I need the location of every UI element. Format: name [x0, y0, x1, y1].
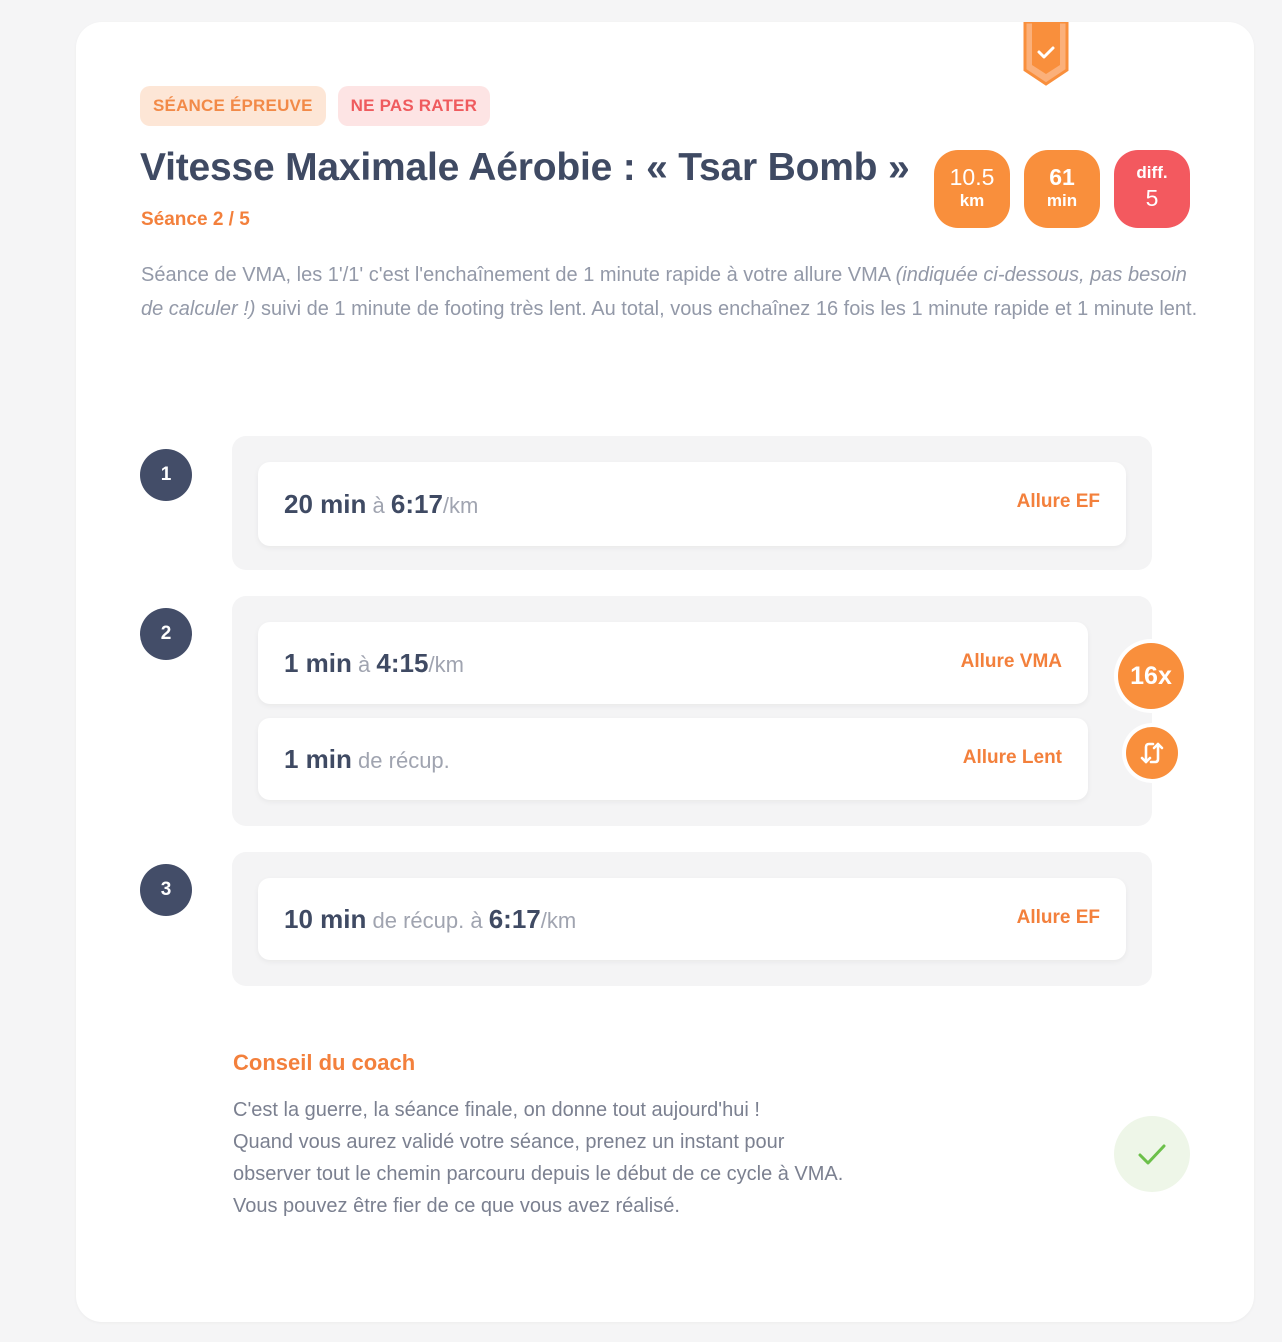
pace-label: Allure EF — [1016, 491, 1100, 512]
interval-duration: 1 min — [284, 648, 352, 678]
validate-session-button[interactable] — [1114, 1116, 1190, 1192]
check-icon — [1136, 1138, 1168, 1170]
interval-connector: de récup. à — [372, 908, 483, 933]
pace-unit: /km — [540, 908, 577, 933]
interval-pace: 6:17 — [390, 489, 443, 519]
step-block-1 — [232, 436, 1152, 570]
coach-advice-text — [233, 1094, 993, 1222]
interval-row[interactable] — [258, 622, 1088, 704]
interval-row[interactable] — [258, 878, 1126, 960]
interval-duration: 10 min — [284, 904, 367, 934]
interval-connector: à — [372, 493, 385, 518]
repeat-arrows-icon — [1126, 727, 1178, 779]
description-text-end: suivi de 1 minute de footing très lent. Au total, vous enchaînez 16 fois les 1 minute rapide et 1 minute lent. — [255, 298, 1198, 320]
difficulty-label: diff. — [1136, 163, 1168, 182]
step-number-1: 1 — [140, 449, 192, 501]
pace-label: Allure EF — [1016, 907, 1100, 928]
description-text: Séance de VMA, les 1'/1' c'est l'enchaînement de 1 minute rapide à votre allure VMA — [141, 264, 896, 286]
distance-badge — [934, 150, 1010, 228]
interval-pace: 4:15 — [376, 648, 429, 678]
duration-badge — [1024, 150, 1100, 228]
difficulty-badge — [1114, 150, 1190, 228]
tag-list — [140, 86, 490, 126]
coach-advice-title: Conseil du coach — [233, 1050, 416, 1075]
duration-value: 61 — [1049, 164, 1075, 190]
pace-unit: /km — [428, 652, 464, 677]
interval-connector: de récup. — [358, 748, 450, 773]
pace-label: Allure VMA — [960, 651, 1062, 672]
session-description — [141, 258, 1201, 326]
duration-unit: min — [1046, 191, 1078, 210]
tag-ne-pas-rater: NE PAS RATER — [338, 86, 490, 126]
session-title: Vitesse Maximale Aérobie : « Tsar Bomb » — [140, 146, 910, 189]
interval-description — [284, 462, 478, 548]
interval-description — [284, 718, 450, 802]
interval-description — [284, 878, 576, 962]
coach-line: Vous pouvez être fier de ce que vous avez réalisé. — [233, 1195, 680, 1217]
interval-row[interactable] — [258, 718, 1088, 800]
interval-pace: 6:17 — [488, 904, 541, 934]
coach-line: Quand vous aurez validé votre séance, prenez un instant pour — [233, 1131, 785, 1153]
coach-line: C'est la guerre, la séance finale, on donne tout aujourd'hui ! — [233, 1099, 760, 1121]
interval-duration: 1 min — [284, 744, 352, 774]
session-progress: Séance 2 / 5 — [141, 209, 250, 230]
step-number-3: 3 — [140, 864, 192, 916]
bookmark-check-icon[interactable] — [1023, 22, 1069, 86]
interval-connector: à — [358, 652, 371, 677]
session-stats — [934, 150, 1190, 228]
pace-label: Allure Lent — [962, 747, 1062, 768]
repeat-count-badge: 16x — [1118, 643, 1184, 709]
coach-line: observer tout le chemin parcouru depuis le début de ce cycle à VMA. — [233, 1163, 844, 1185]
tag-epreuve: SÉANCE ÉPREUVE — [140, 86, 326, 126]
description-italic: (indiquée ci-dessous, pas besoin de calculer !) — [141, 264, 1187, 320]
interval-description — [284, 622, 464, 706]
step-number-2: 2 — [140, 608, 192, 660]
step-block-3 — [232, 852, 1152, 986]
distance-unit: km — [959, 191, 985, 210]
step-block-2 — [232, 596, 1152, 826]
difficulty-value: 5 — [1145, 185, 1159, 211]
interval-duration: 20 min — [284, 489, 367, 519]
distance-value: 10.5 — [949, 164, 995, 190]
interval-row[interactable] — [258, 462, 1126, 546]
pace-unit: /km — [442, 493, 479, 518]
